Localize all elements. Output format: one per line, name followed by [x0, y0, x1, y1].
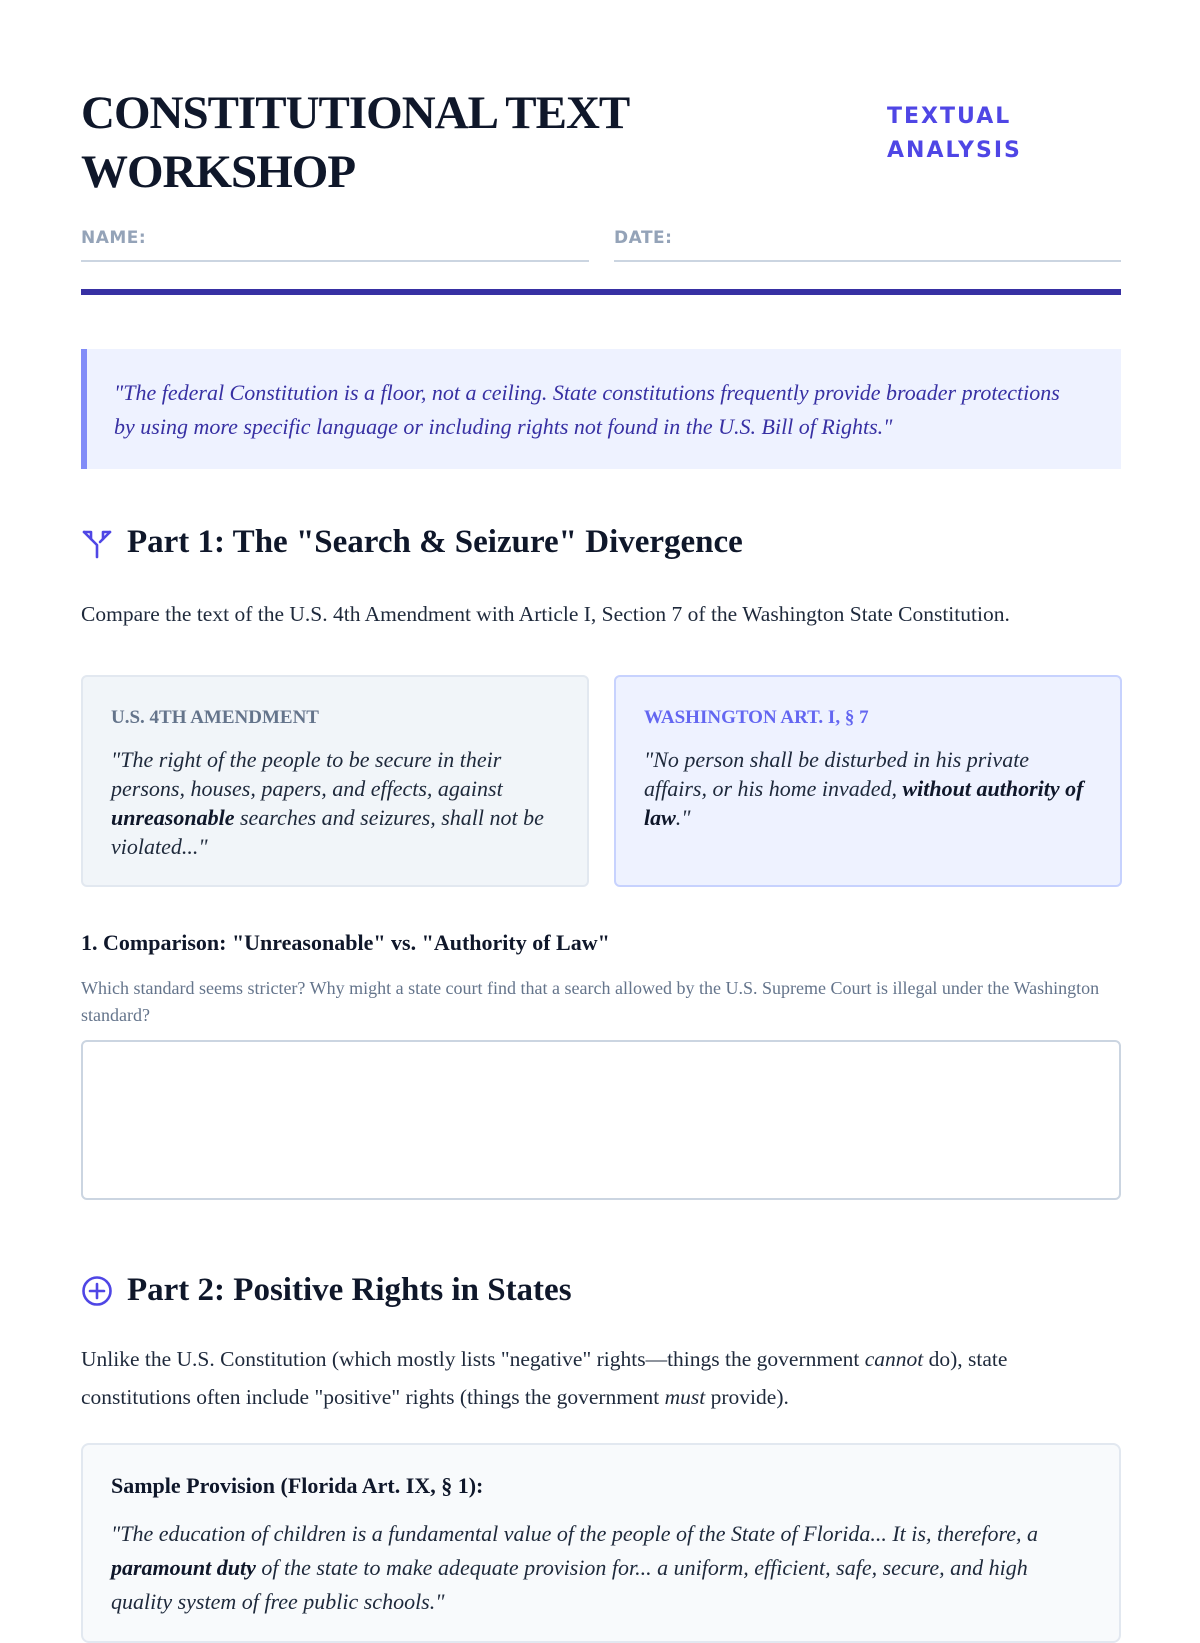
- part-2-intro-a: Unlike the U.S. Constitution (which mostly lists "negative" rights—things the government: [81, 1347, 865, 1371]
- sample-provision-box: [81, 1443, 1121, 1643]
- date-field[interactable]: [614, 228, 1121, 262]
- us-amendment-card: [81, 675, 589, 887]
- part-1-heading: [81, 524, 743, 561]
- sample-keyword: paramount duty: [111, 1555, 256, 1580]
- topic-badge: [887, 100, 1022, 168]
- date-label: DATE:: [614, 228, 673, 248]
- sample-text-start: "The education of children is a fundamental value of the people of the State of Florida... It is, therefore, a: [111, 1521, 1038, 1546]
- part-2-heading-text: Part 2: Positive Rights in States: [127, 1272, 572, 1308]
- washington-card: [614, 675, 1122, 887]
- question-1-hint: Which standard seems stricter? Why might a state court find that a search allowed by the U.S. Supreme Court is illegal under the Washington standard?: [81, 978, 1100, 1025]
- wa-card-keyword: without authority of law: [644, 776, 1084, 830]
- wa-card-text: [644, 745, 1092, 832]
- question-1-answer-box[interactable]: [81, 1040, 1121, 1200]
- sample-provision-text: [111, 1517, 1091, 1619]
- name-field[interactable]: [81, 228, 589, 262]
- worksheet-title: CONSTITUTIONAL TEXT WORKSHOP: [81, 87, 629, 198]
- part-2-intro-c: provide).: [705, 1385, 789, 1409]
- part-2-intro-emphasis-2: must: [664, 1385, 706, 1409]
- wa-card-text-end: .": [675, 805, 691, 830]
- part-2-intro: [81, 1340, 1121, 1416]
- part-1-heading-text: Part 1: The "Search & Seizure" Divergence: [127, 524, 743, 560]
- us-card-title: U.S. 4TH AMENDMENT: [111, 707, 319, 728]
- topic-badge-line-2: ANALYSIS: [887, 138, 1022, 163]
- wa-card-text-start: "No person shall be disturbed in his private affairs, or his home invaded,: [644, 747, 1030, 801]
- worksheet-header: [81, 0, 1121, 300]
- sample-provision-title: Sample Provision (Florida Art. IX, § 1):: [111, 1473, 484, 1498]
- part-2-intro-b: do), state constitutions often include "positive" rights (things the government: [81, 1347, 1008, 1409]
- worksheet-page: [81, 0, 1121, 1614]
- name-label: NAME:: [81, 228, 147, 248]
- part-2-intro-emphasis-1: cannot: [864, 1347, 924, 1371]
- us-card-text-end: searches and seizures, shall not be violated...": [111, 805, 544, 859]
- split-arrows-icon: [81, 527, 113, 559]
- wa-card-title: WASHINGTON ART. I, § 7: [644, 707, 869, 728]
- header-divider: [81, 289, 1121, 295]
- us-card-text: [111, 745, 559, 861]
- part-2-heading: [81, 1272, 572, 1309]
- us-card-keyword: unreasonable: [111, 805, 235, 830]
- plus-circle-icon: [81, 1275, 113, 1307]
- sample-text-end: of the state to make adequate provision for... a uniform, efficient, safe, secure, and high quality system of free public schools.": [111, 1555, 1028, 1614]
- part-1-intro: Compare the text of the U.S. 4th Amendment with Article I, Section 7 of the Washington State Constitution.: [81, 602, 1010, 626]
- question-1-title: 1. Comparison: "Unreasonable" vs. "Authority of Law": [81, 930, 610, 955]
- intro-quote: "The federal Constitution is a floor, not a ceiling. State constitutions frequently provide broader protections by using more specific language or including rights not found in the U.S. Bill of Rights.": [81, 349, 1121, 469]
- us-card-text-start: "The right of the people to be secure in their persons, houses, papers, and effects, against: [111, 747, 503, 801]
- topic-badge-line-1: TEXTUAL: [887, 104, 1012, 129]
